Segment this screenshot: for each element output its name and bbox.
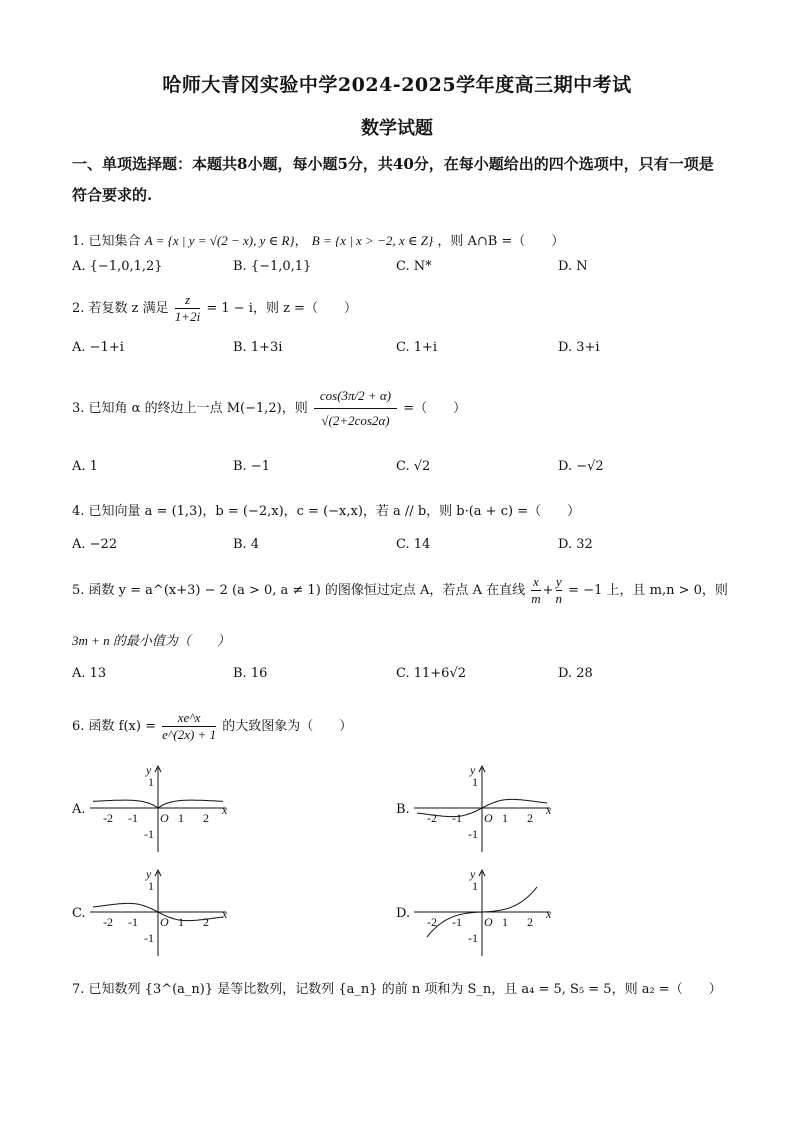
q1-option-d: D. N [558, 259, 588, 274]
question-7: 7. 已知数列 {3^(a_n)} 是等比数列，记数列 {a_n} 的前 n 项和为 S_n，且 a₄ = 5, S₅ = 5，则 a₂ =（ ） [72, 982, 722, 997]
question-5-line-1: 5. 函数 y = a^(x+3) − 2 (a > 0, a ≠ 1) 的图像恒过定点 A，若点 A 在直线 $\frac{x}{m}$ + $\frac{y}{n}$ = −1 上，且 m,n > 0，则 [72, 574, 728, 606]
tick-x--2: -2 [427, 811, 437, 825]
graph-c [86, 866, 236, 958]
q6-suffix: 的大致图象为（ ） [222, 719, 353, 734]
tick-y-1: 1 [148, 775, 154, 789]
q2-option-d: D. 3+i [558, 340, 600, 355]
q5-option-a: A. 13 [72, 666, 107, 681]
question-2 [72, 292, 357, 325]
origin-label: O [484, 811, 493, 825]
q1-tail: ，则 A∩B =（ ） [437, 234, 565, 249]
tick-x-1: 1 [502, 915, 508, 929]
tick-x--2: -2 [427, 915, 437, 929]
tick-x-1: 1 [502, 811, 508, 825]
q2-option-a: A. −1+i [72, 340, 124, 355]
q6-prefix: 6. 函数 f(x) = [72, 719, 156, 734]
q4-option-c: C. 14 [396, 537, 431, 552]
exam-subtitle: 数学试题 [361, 118, 433, 139]
y-axis-label: y [470, 867, 476, 881]
tick-x--2: -2 [103, 811, 113, 825]
graph-d [410, 866, 560, 958]
y-axis-label: y [146, 867, 152, 881]
q6-numerator: xe^x [177, 710, 201, 725]
origin-label: O [160, 915, 169, 929]
tick-x-1: 1 [178, 811, 184, 825]
q1-option-c: C. N* [396, 259, 432, 274]
tick-x-1: 1 [178, 915, 184, 929]
origin-label: O [484, 915, 493, 929]
x-axis-label: x [546, 907, 552, 921]
y-axis-label: y [470, 763, 476, 777]
q2-numerator: z [184, 292, 191, 307]
question-4: 4. 已知向量 a = (1,3)，b = (−2,x)，c = (−x,x)，若 a // b，则 b·(a + c) =（ ） [72, 504, 581, 519]
q2-prefix: 2. 若复数 z 满足 [72, 301, 169, 316]
tick-x-2: 2 [527, 811, 533, 825]
tick-y-neg1: -1 [144, 827, 154, 841]
q3-suffix: =（ ） [403, 401, 467, 416]
tick-y-neg1: -1 [468, 827, 478, 841]
tick-x-2: 2 [527, 915, 533, 929]
tick-x--1: -1 [128, 811, 138, 825]
q4-option-a: A. −22 [72, 537, 118, 552]
graph-label-a: A. [72, 802, 86, 817]
tick-y-1: 1 [472, 879, 478, 893]
q5-frac-n: n [555, 591, 563, 606]
graph-a [86, 762, 236, 854]
q3-option-a: A. 1 [72, 459, 98, 474]
tick-x-2: 2 [203, 915, 209, 929]
q3-option-b: B. −1 [233, 459, 270, 474]
section-heading: 一、单项选择题：本题共8小题，每小题5分，共40分，在每小题给出的四个选项中，只有一项是符合要求的. [72, 155, 714, 204]
q1-set-a: A = {x | y = √(2 − x), y ∈ R} [144, 233, 295, 248]
q1-option-a: A. {−1,0,1,2} [72, 259, 163, 274]
x-axis-label: x [222, 907, 228, 921]
tick-y-neg1: -1 [468, 931, 478, 945]
graph-b [410, 762, 560, 854]
q2-option-b: B. 1+3i [233, 340, 283, 355]
x-axis-label: x [222, 803, 228, 817]
q3-fraction [314, 384, 397, 433]
q3-prefix: 3. 已知角 α 的终边上一点 M(−1,2)，则 [72, 401, 308, 416]
q2-option-c: C. 1+i [396, 340, 438, 355]
tick-x-2: 2 [203, 811, 209, 825]
exam-title: 哈师大青冈实验中学2024-2025学年度高三期中考试 [162, 74, 632, 96]
q5-option-d: D. 28 [558, 666, 593, 681]
q1-prefix: 1. 已知集合 [72, 234, 141, 249]
q5-text-b: = −1 上，且 m,n > 0，则 [568, 583, 728, 598]
question-3 [72, 384, 466, 433]
q1-set-b: B = {x | x > −2, x ∈ Z} [311, 233, 434, 248]
x-axis-label: x [546, 803, 552, 817]
graph-label-d: D. [396, 906, 411, 921]
question-6 [72, 710, 352, 743]
q3-denominator: √(2+2cos2α) [314, 408, 397, 433]
q4-option-b: B. 4 [233, 537, 260, 552]
question-5-line-2: 3m + n 的最小值为（ ） [72, 633, 230, 648]
tick-x--1: -1 [452, 811, 462, 825]
q6-fraction [162, 710, 216, 743]
q5-frac-x: x [533, 574, 539, 589]
graph-label-c: C. [72, 906, 86, 921]
q3-numerator: cos(3π/2 + α) [319, 388, 392, 403]
q5-option-c: C. 11+6√2 [396, 666, 467, 681]
q5-text-a: 5. 函数 y = a^(x+3) − 2 (a > 0, a ≠ 1) 的图像恒过定点 A，若点 A 在直线 [72, 583, 526, 598]
q6-denominator: e^(2x) + 1 [162, 727, 217, 742]
q2-denominator: 1+2i [174, 309, 201, 324]
q5-frac-y: y [555, 574, 562, 589]
origin-label: O [160, 811, 169, 825]
tick-y-1: 1 [472, 775, 478, 789]
tick-x--2: -2 [103, 915, 113, 929]
tick-y-1: 1 [148, 879, 154, 893]
q5-option-b: B. 16 [233, 666, 268, 681]
q5-fraction-x-m [531, 574, 540, 607]
q2-suffix: = 1 − i，则 z =（ ） [206, 301, 357, 316]
q1-option-b: B. {−1,0,1} [233, 259, 312, 274]
y-axis-label: y [146, 763, 152, 777]
q3-option-d: D. −√2 [558, 459, 604, 474]
question-1: 1. 已知集合 A = {x | y = √(2 − x), y ∈ R}， B = {x | x > −2, x ∈ Z} ，则 A∩B =（ ） [72, 233, 565, 249]
q5-frac-m: m [531, 591, 541, 606]
tick-y-neg1: -1 [144, 931, 154, 945]
q2-fraction [175, 292, 200, 325]
q4-option-d: D. 32 [558, 537, 593, 552]
tick-x--1: -1 [452, 915, 462, 929]
q5-fraction-y-n [556, 574, 563, 607]
q3-option-c: C. √2 [396, 459, 431, 474]
tick-x--1: -1 [128, 915, 138, 929]
graph-label-b: B. [396, 802, 410, 817]
